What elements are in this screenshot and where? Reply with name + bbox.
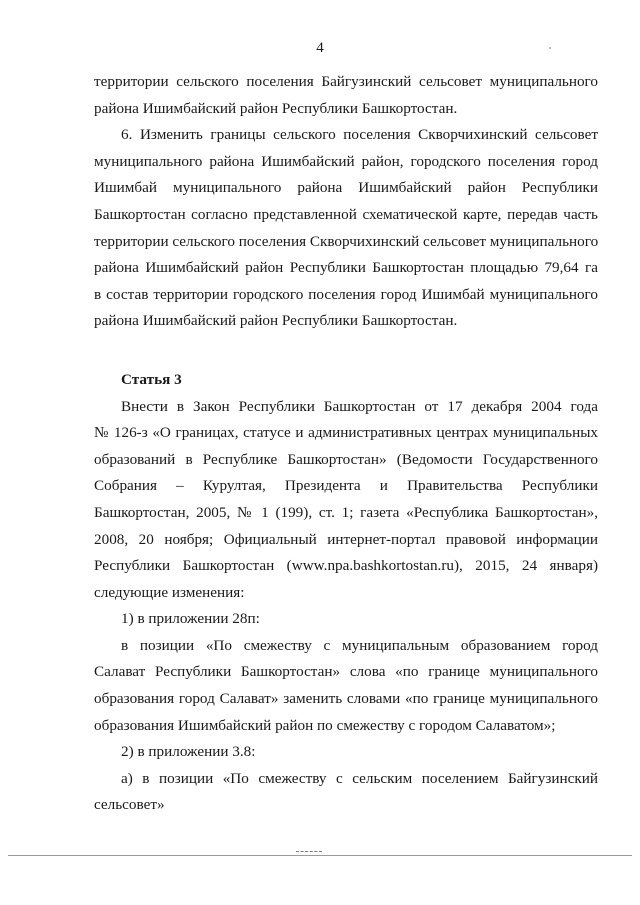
text-line: 2008, 20 ноября; Официальный интернет-портал правовой информации: [94, 530, 598, 548]
text-line: территории сельского поселения Скворчихинский сельсовет муниципального: [94, 232, 599, 250]
text-line: следующие изменения:: [94, 583, 245, 601]
item-1-text: [94, 633, 598, 739]
text-line: 6. Изменить границы сельского поселения Скворчихинский сельсовет: [121, 126, 598, 144]
article-intro: [94, 394, 598, 607]
text-line: района Ишимбайский район Республики Башкортостан площадью 79,64 га: [94, 259, 598, 277]
footer-mark: [296, 851, 322, 853]
text-line: 2) в приложении 3.8:: [121, 743, 256, 761]
article-heading: Статья 3: [121, 370, 182, 388]
item-1-heading: [94, 606, 598, 633]
item-2-heading: [94, 739, 598, 766]
text-line: Салават Республики Башкортостан» слова «по границе муниципального: [94, 663, 598, 681]
text-line: Ишимбай муниципального района Ишимбайский район Республики: [94, 179, 598, 197]
text-line: образования Ишимбайский район по смежеству с городом Салаватом»;: [94, 716, 556, 734]
text-line: образования город Салават» заменить словами «по границе муниципального: [94, 690, 598, 708]
document-body: [94, 69, 598, 819]
scan-dot: [549, 47, 551, 49]
text-line: 1) в приложении 28п:: [121, 610, 260, 628]
text-line: муниципального района Ишимбайский район, городского поселения город: [94, 152, 598, 170]
footer-rule: [8, 855, 632, 856]
text-line: Собрания – Курултая, Президента и Правительства Республики: [94, 477, 598, 495]
page-number: 4: [316, 40, 324, 56]
item-2a-text: [94, 766, 598, 819]
text-line: № 126-з «О границах, статусе и административных центрах муниципальных: [94, 424, 598, 442]
text-line: района Ишимбайский район Республики Башкортостан.: [94, 312, 458, 330]
paragraph-6: [94, 122, 598, 335]
text-line: Башкортостан согласно представленной схематической карте, передав часть: [94, 205, 598, 223]
text-line: территории сельского поселения Байгузинский сельсовет муниципального: [94, 73, 598, 90]
text-line: образований в Республике Башкортостан» (Ведомости Государственного: [94, 450, 598, 468]
text-line: сельсовет»: [94, 796, 165, 814]
text-line: района Ишимбайский район Республики Башкортостан.: [94, 99, 458, 117]
text-line: Башкортостан, 2005, № 1 (199), ст. 1; газета «Республика Башкортостан»,: [94, 503, 598, 521]
text-line: в состав территории городского поселения город Ишимбай муниципального: [94, 285, 598, 303]
text-line: Республики Башкортостан (www.npa.bashkortostan.ru), 2015, 24 января): [94, 557, 598, 575]
paragraph-continuation: [94, 69, 598, 122]
text-line: в позиции «По смежеству с муниципальным образованием город: [121, 636, 598, 654]
text-line: а) в позиции «По смежеству с сельским поселением Байгузинский: [121, 769, 598, 787]
text-line: Внести в Закон Республики Башкортостан от 17 декабря 2004 года: [121, 397, 598, 415]
